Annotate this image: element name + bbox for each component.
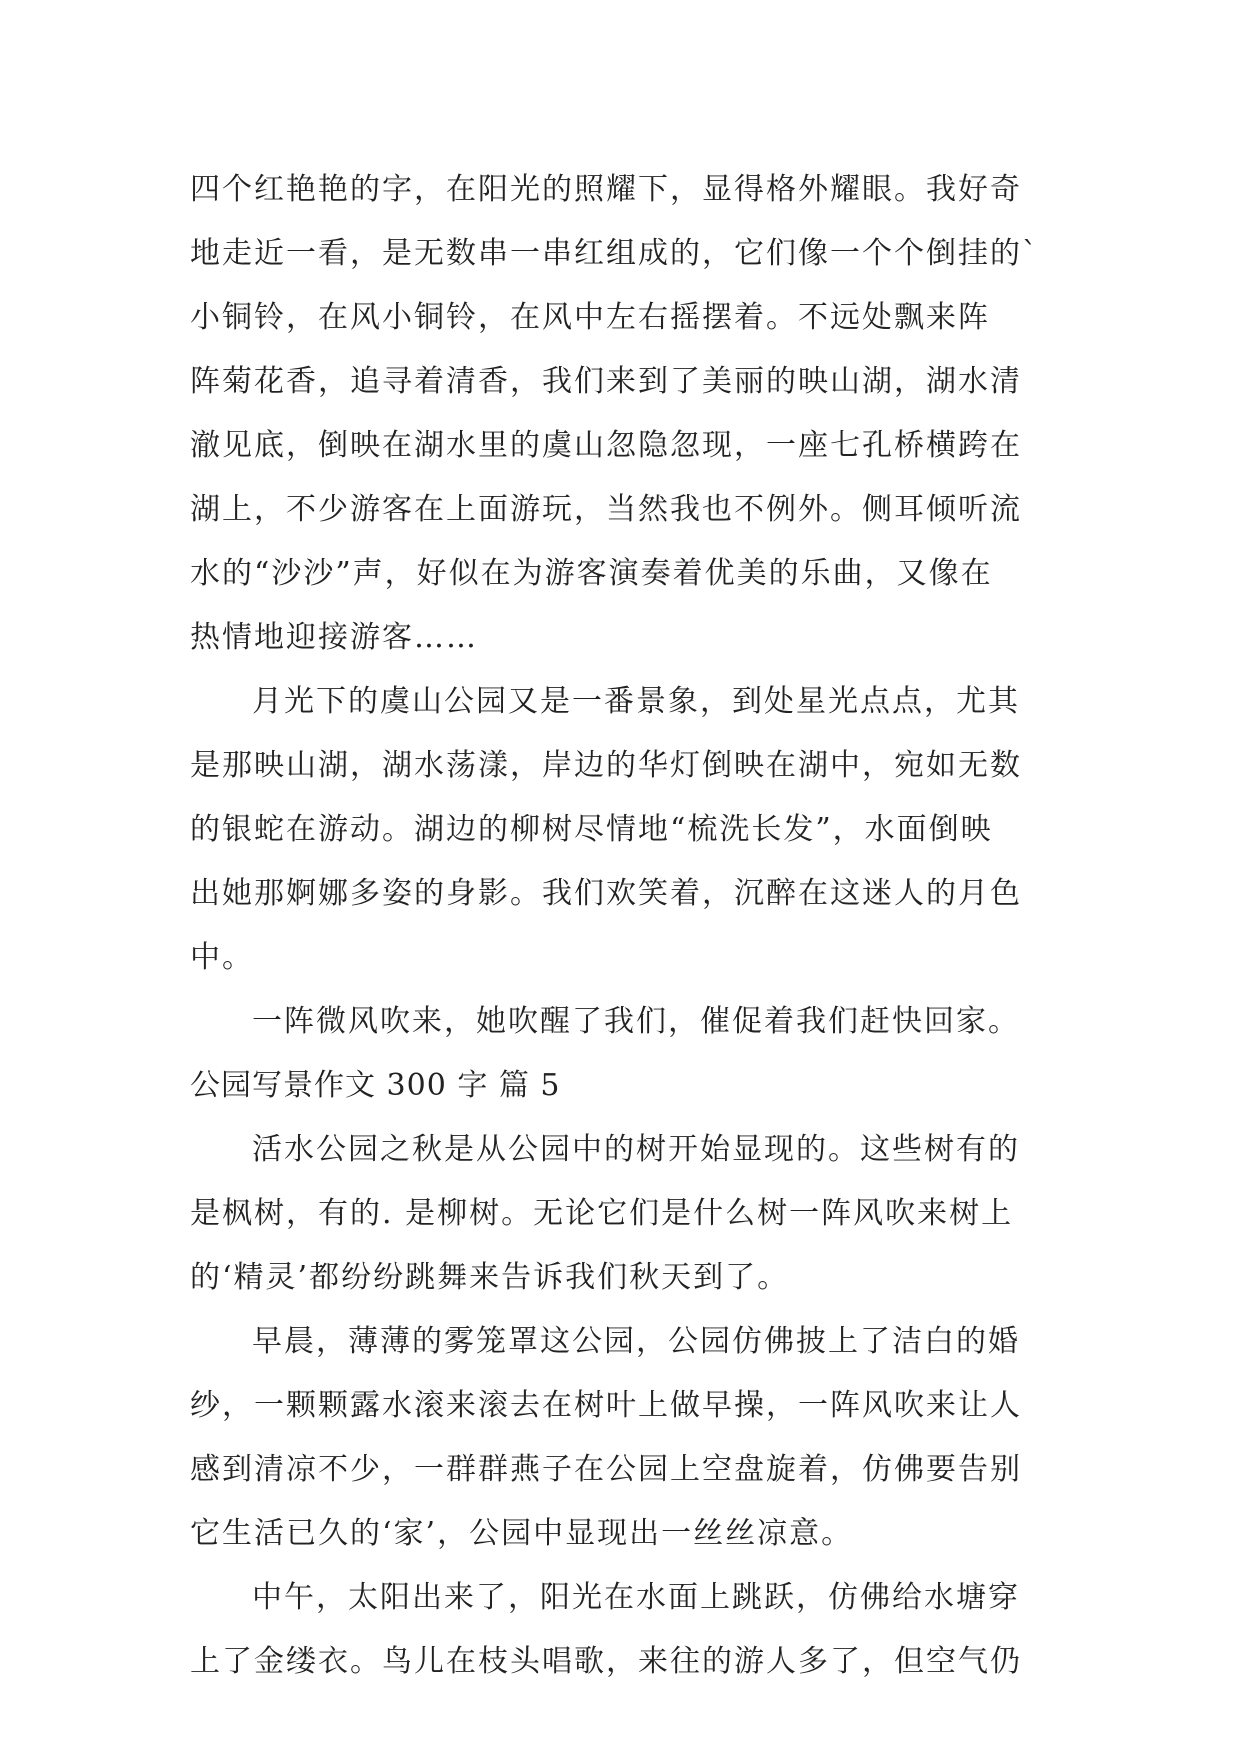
- text-line: 中。: [190, 940, 254, 975]
- text-line: 纱，一颗颗露水滚来滚去在树叶上做早操，一阵风吹来让人: [190, 1388, 1022, 1423]
- text-line: 小铜铃，在风小铜铃，在风中左右摇摆着。不远处飘来阵: [190, 300, 990, 335]
- text-line: 澈见底，倒映在湖水里的虞山忽隐忽现，一座七孔桥横跨在: [190, 428, 1022, 463]
- paragraph-start-line: 月光下的虞山公园又是一番景象，到处星光点点，尤其: [252, 684, 1020, 719]
- text-line: 四个红艳艳的字，在阳光的照耀下，显得格外耀眼。我好奇: [190, 172, 1022, 207]
- text-line: 水的“沙沙”声，好似在为游客演奏着优美的乐曲，又像在: [190, 556, 993, 591]
- text-line: 阵菊花香，追寻着清香，我们来到了美丽的映山湖，湖水清: [190, 364, 1022, 399]
- text-line: 热情地迎接游客……: [190, 620, 478, 655]
- text-line: 上了金缕衣。鸟儿在枝头唱歌，来往的游人多了，但空气仍: [190, 1644, 1022, 1679]
- text-line: 出她那婀娜多姿的身影。我们欢笑着，沉醉在这迷人的月色: [190, 876, 1022, 911]
- body-text: [190, 158, 1070, 1694]
- text-line: 的银蛇在游动。湖边的柳树尽情地“梳洗长发”，水面倒映: [190, 812, 993, 847]
- text-line: 湖上，不少游客在上面游玩，当然我也不例外。侧耳倾听流: [190, 492, 1022, 527]
- text-line: 是枫树，有的. 是柳树。无论它们是什么树一阵风吹来树上: [190, 1196, 1014, 1231]
- paragraph-start-line: 中午，太阳出来了，阳光在水面上跳跃，仿佛给水塘穿: [252, 1580, 1020, 1615]
- paragraph-start-line: 一阵微风吹来，她吹醒了我们，催促着我们赶快回家。: [252, 1004, 1020, 1039]
- text-line: 是那映山湖，湖水荡漾，岸边的华灯倒映在湖中，宛如无数: [190, 748, 1022, 783]
- text-line: 感到清凉不少，一群群燕子在公园上空盘旋着，仿佛要告别: [190, 1452, 1022, 1487]
- section-heading: 公园写景作文 300 字 篇 5: [190, 1068, 561, 1103]
- paragraph-start-line: 早晨，薄薄的雾笼罩这公园，公园仿佛披上了洁白的婚: [252, 1324, 1020, 1359]
- text-line: 的‘精灵’都纷纷跳舞来告诉我们秋天到了。: [190, 1260, 790, 1295]
- text-line: 它生活已久的‘家’，公园中显现出一丝丝凉意。: [190, 1516, 854, 1551]
- paragraph-start-line: 活水公园之秋是从公园中的树开始显现的。这些树有的: [252, 1132, 1020, 1167]
- text-line: 地走近一看，是无数串一串红组成的，它们像一个个倒挂的`: [190, 236, 1039, 271]
